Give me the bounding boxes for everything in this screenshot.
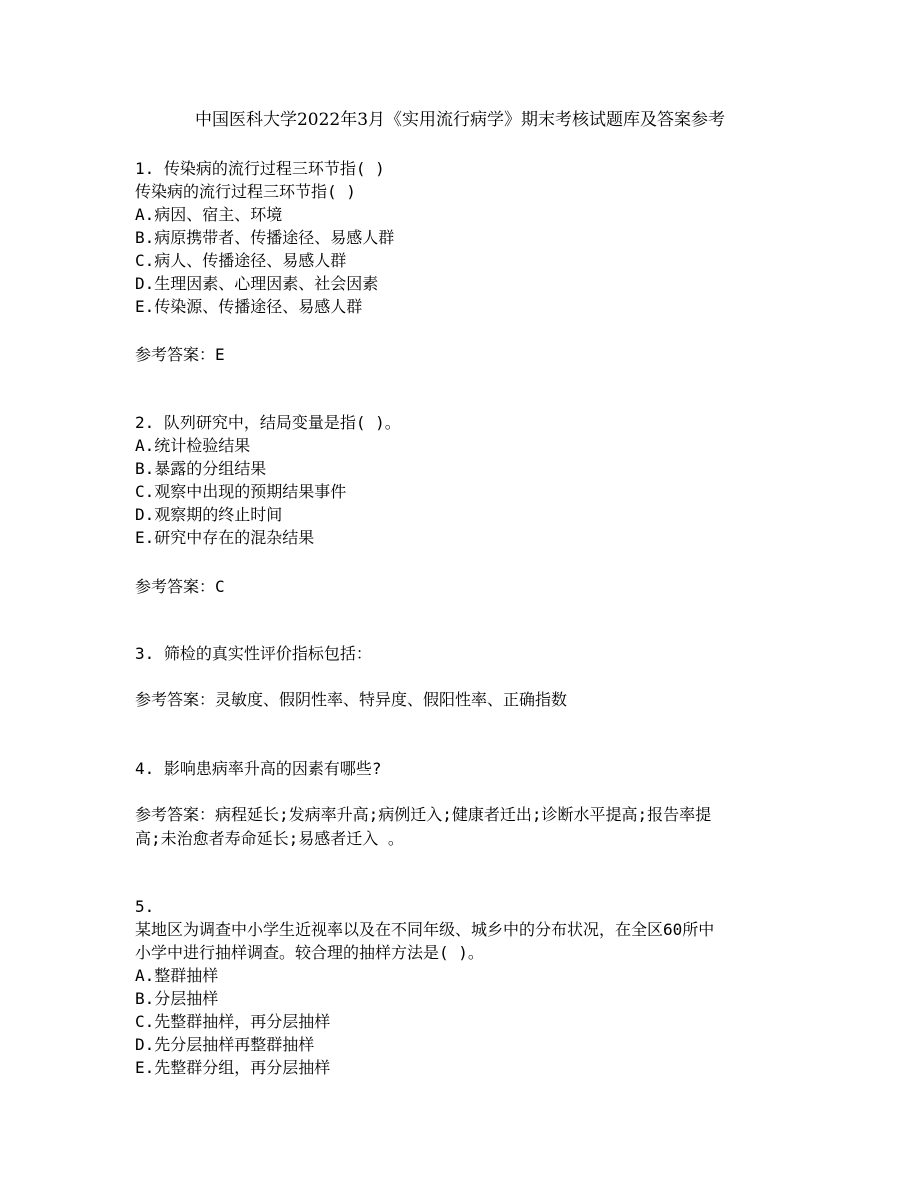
question-1-option-b: B.病原携带者、传播途径、易感人群 [135,228,395,247]
question-5-option-a: A.整群抽样 [135,966,219,985]
question-text: 队列研究中，结局变量是指( )。 [163,413,401,432]
question-5-option-d: D.先分层抽样再整群抽样 [135,1035,315,1054]
question-2-option-a: A.统计检验结果 [135,436,251,455]
question-5-number: 5. [135,897,155,916]
question-2-option-d: D.观察期的终止时间 [135,505,283,524]
question-2-option-b: B.暴露的分组结果 [135,459,267,478]
question-5-text-line-1: 某地区为调查中小学生近视率以及在不同年级、城乡中的分布状况，在全区60所中 [135,920,715,939]
question-3-answer: 参考答案：灵敏度、假阴性率、特异度、假阳性率、正确指数 [135,690,568,709]
question-2-answer: 参考答案：C [135,577,225,596]
question-text: 影响患病率升高的因素有哪些? [163,759,382,778]
question-4-answer-line-2: 高;未治愈者寿命延长;易感者迁入 。 [135,829,404,848]
question-4-answer-line-1: 参考答案：病程延长;发病率升高;病例迁入;健康者迁出;诊断水平提高;报告率提 [135,805,712,824]
question-number: 2. [135,413,155,432]
question-5-option-e: E.先整群分组，再分层抽样 [135,1058,331,1077]
question-1-heading [135,157,385,180]
question-1-option-d: D.生理因素、心理因素、社会因素 [135,274,379,293]
question-1-option-a: A.病因、宿主、环境 [135,205,283,224]
question-5-option-c: C.先整群抽样，再分层抽样 [135,1012,331,1031]
question-5-option-b: B.分层抽样 [135,989,219,1008]
question-2-heading [135,411,401,434]
question-1-option-e: E.传染源、传播途径、易感人群 [135,297,363,316]
question-number: 4. [135,759,155,778]
question-3-heading [135,642,372,665]
question-4-heading [135,757,382,780]
question-text: 传染病的流行过程三环节指( ) [163,159,385,178]
question-2-option-c: C.观察中出现的预期结果事件 [135,482,347,501]
question-1-text-repeat: 传染病的流行过程三环节指( ) [135,182,356,201]
question-1-option-c: C.病人、传播途径、易感人群 [135,251,347,270]
question-text: 筛检的真实性评价指标包括： [163,644,372,663]
question-1-answer: 参考答案：E [135,345,225,364]
question-number: 3. [135,644,155,663]
document-title: 中国医科大学2022年3月《实用流行病学》期末考核试题库及答案参考 [194,110,726,130]
question-number: 1. [135,159,155,178]
question-5-text-line-2: 小学中进行抽样调查。较合理的抽样方法是( )。 [135,943,484,962]
question-2-option-e: E.研究中存在的混杂结果 [135,528,315,547]
